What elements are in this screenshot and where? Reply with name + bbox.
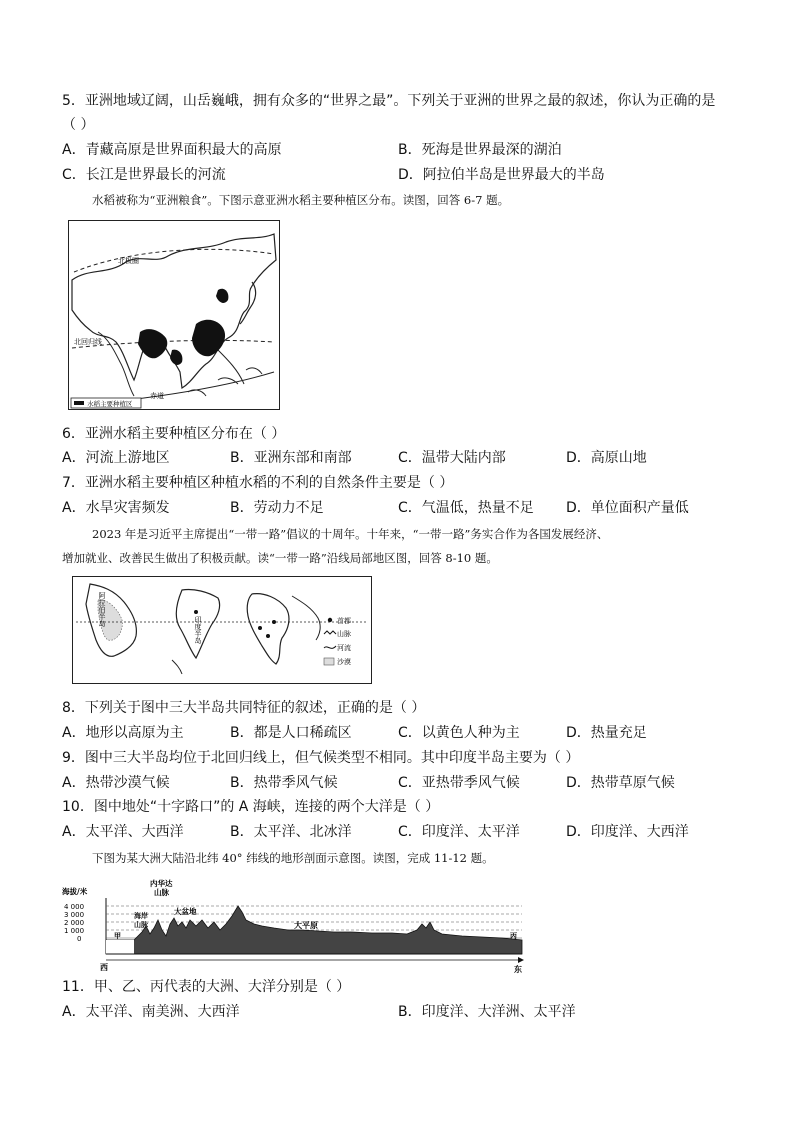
intro-8-10-line1: 2023 年是习近平主席提出“一带一路”倡议的十周年。十年来，“一带一路”务实合作为各国发展经济、	[92, 527, 609, 541]
q5-option-a: A．青藏高原是世界面积最大的高原	[62, 142, 282, 158]
profile-nevada-label2: 山脉	[154, 888, 169, 897]
q6-option-b: B．亚洲东部和南部	[230, 450, 352, 466]
q10-option-b: B．太平洋、北冰洋	[230, 824, 352, 840]
profile-basin-label: 大盆地	[174, 907, 197, 916]
map2-arabia-label: 阿拉伯半岛	[98, 592, 106, 627]
map1-arctic-label: 北极圈	[118, 257, 139, 265]
q7-option-c: C．气温低，热量不足	[398, 500, 534, 516]
q5-option-b: B．死海是世界最深的湖泊	[398, 142, 562, 158]
map1-tropic-label: 北回归线	[74, 338, 102, 346]
profile-bing-label: 丙	[510, 932, 517, 940]
q9-option-d: D．热带草原气候	[566, 775, 675, 791]
intro-8-10-line2: 增加就业、改善民生做出了积极贡献。读“一带一路”沿线局部地区图，回答 8-10 题。	[62, 551, 498, 565]
q7-option-b: B．劳动力不足	[230, 500, 324, 516]
q11-stem: 11．甲、乙、丙代表的大洲、大洋分别是（ ）	[62, 979, 351, 995]
q6-option-a: A．河流上游地区	[62, 450, 170, 466]
q9-option-c: C．亚热带季风气候	[398, 775, 520, 791]
q11-option-a: A．太平洋、南美洲、大西洋	[62, 1004, 240, 1020]
profile-coast-label2: 山脉	[134, 921, 148, 929]
q7-stem: 7．亚洲水稻主要种植区种植水稻的不利的自然条件主要是（ ）	[62, 475, 454, 491]
q10-option-c: C．印度洋、太平洋	[398, 824, 520, 840]
map2-legend-river: 河流	[337, 644, 351, 652]
profile-tick-4000: 4 000	[64, 903, 85, 911]
q7-option-d: D．单位面积产量低	[566, 500, 689, 516]
map1-equator-label: 赤道	[150, 392, 164, 400]
profile-coast-label1: 海岸	[134, 912, 148, 920]
q5-option-d: D．阿拉伯半岛是世界最大的半岛	[398, 167, 605, 183]
map2-legend-mountain: 山脉	[337, 630, 351, 638]
q8-option-b: B．都是人口稀疏区	[230, 725, 352, 741]
q8-option-c: C．以黄色人种为主	[398, 725, 520, 741]
terrain-profile	[62, 876, 528, 974]
profile-east-label: 东	[514, 965, 522, 974]
q5-stem-line2: （ ）	[62, 117, 95, 133]
intro-11-12: 下图为某大洲大陆沿北纬 40° 纬线的地形剖面示意图。读图，完成 11-12 题。	[92, 851, 494, 865]
q6-stem: 6．亚洲水稻主要种植区分布在（ ）	[62, 426, 286, 442]
q9-stem: 9．图中三大半岛均位于北回归线上，但气候类型不相同。其中印度半岛主要为（ ）	[62, 750, 580, 766]
profile-jia-label: 甲	[114, 932, 121, 940]
q8-option-d: D．热量充足	[566, 725, 647, 741]
map1-legend-label: 水稻主要种植区	[87, 400, 133, 408]
map2-india-label: 印度半岛	[194, 616, 202, 644]
q6-option-c: C．温带大陆内部	[398, 450, 506, 466]
q5-stem-line1: 5．亚洲地域辽阔，山岳巍峨，拥有众多的“世界之最”。下列关于亚洲的世界之最的叙述，你认为正确的是	[62, 93, 716, 109]
q10-option-a: A．太平洋、大西洋	[62, 824, 184, 840]
q10-stem: 10．图中地处“十字路口”的 A 海峡，连接的两个大洋是（ ）	[62, 799, 440, 815]
q11-option-b: B．印度洋、大洋洲、太平洋	[398, 1004, 576, 1020]
q5-option-c: C．长江是世界最长的河流	[62, 167, 226, 183]
profile-plain-label: 大平原	[294, 921, 318, 930]
intro-6-7: 水稻被称为“亚洲粮食”。下图示意亚洲水稻主要种植区分布。读图，回答 6-7 题。	[92, 193, 510, 207]
map2-legend-capital: 首都	[337, 617, 351, 625]
q9-option-b: B．热带季风气候	[230, 775, 338, 791]
asia-rice-map	[68, 220, 280, 410]
q10-option-d: D．印度洋、大西洋	[566, 824, 689, 840]
q6-option-d: D．高原山地	[566, 450, 647, 466]
profile-tick-2000: 2 000	[64, 919, 85, 927]
map2-legend-desert: 沙漠	[337, 658, 351, 666]
q9-option-a: A．热带沙漠气候	[62, 775, 170, 791]
q8-stem: 8．下列关于图中三大半岛共同特征的叙述，正确的是（ ）	[62, 700, 426, 716]
map1-legend-swatch	[74, 401, 84, 405]
q8-option-a: A．地形以高原为主	[62, 725, 184, 741]
belt-road-map	[72, 576, 372, 684]
profile-ylabel: 海拔/米	[62, 887, 88, 896]
q7-option-a: A．水旱灾害频发	[62, 500, 170, 516]
profile-nevada-label1: 内华达	[150, 879, 173, 888]
profile-tick-1000: 1 000	[64, 927, 85, 935]
profile-west-label: 西	[100, 963, 108, 972]
profile-tick-0: 0	[77, 935, 82, 943]
profile-tick-3000: 3 000	[64, 911, 85, 919]
